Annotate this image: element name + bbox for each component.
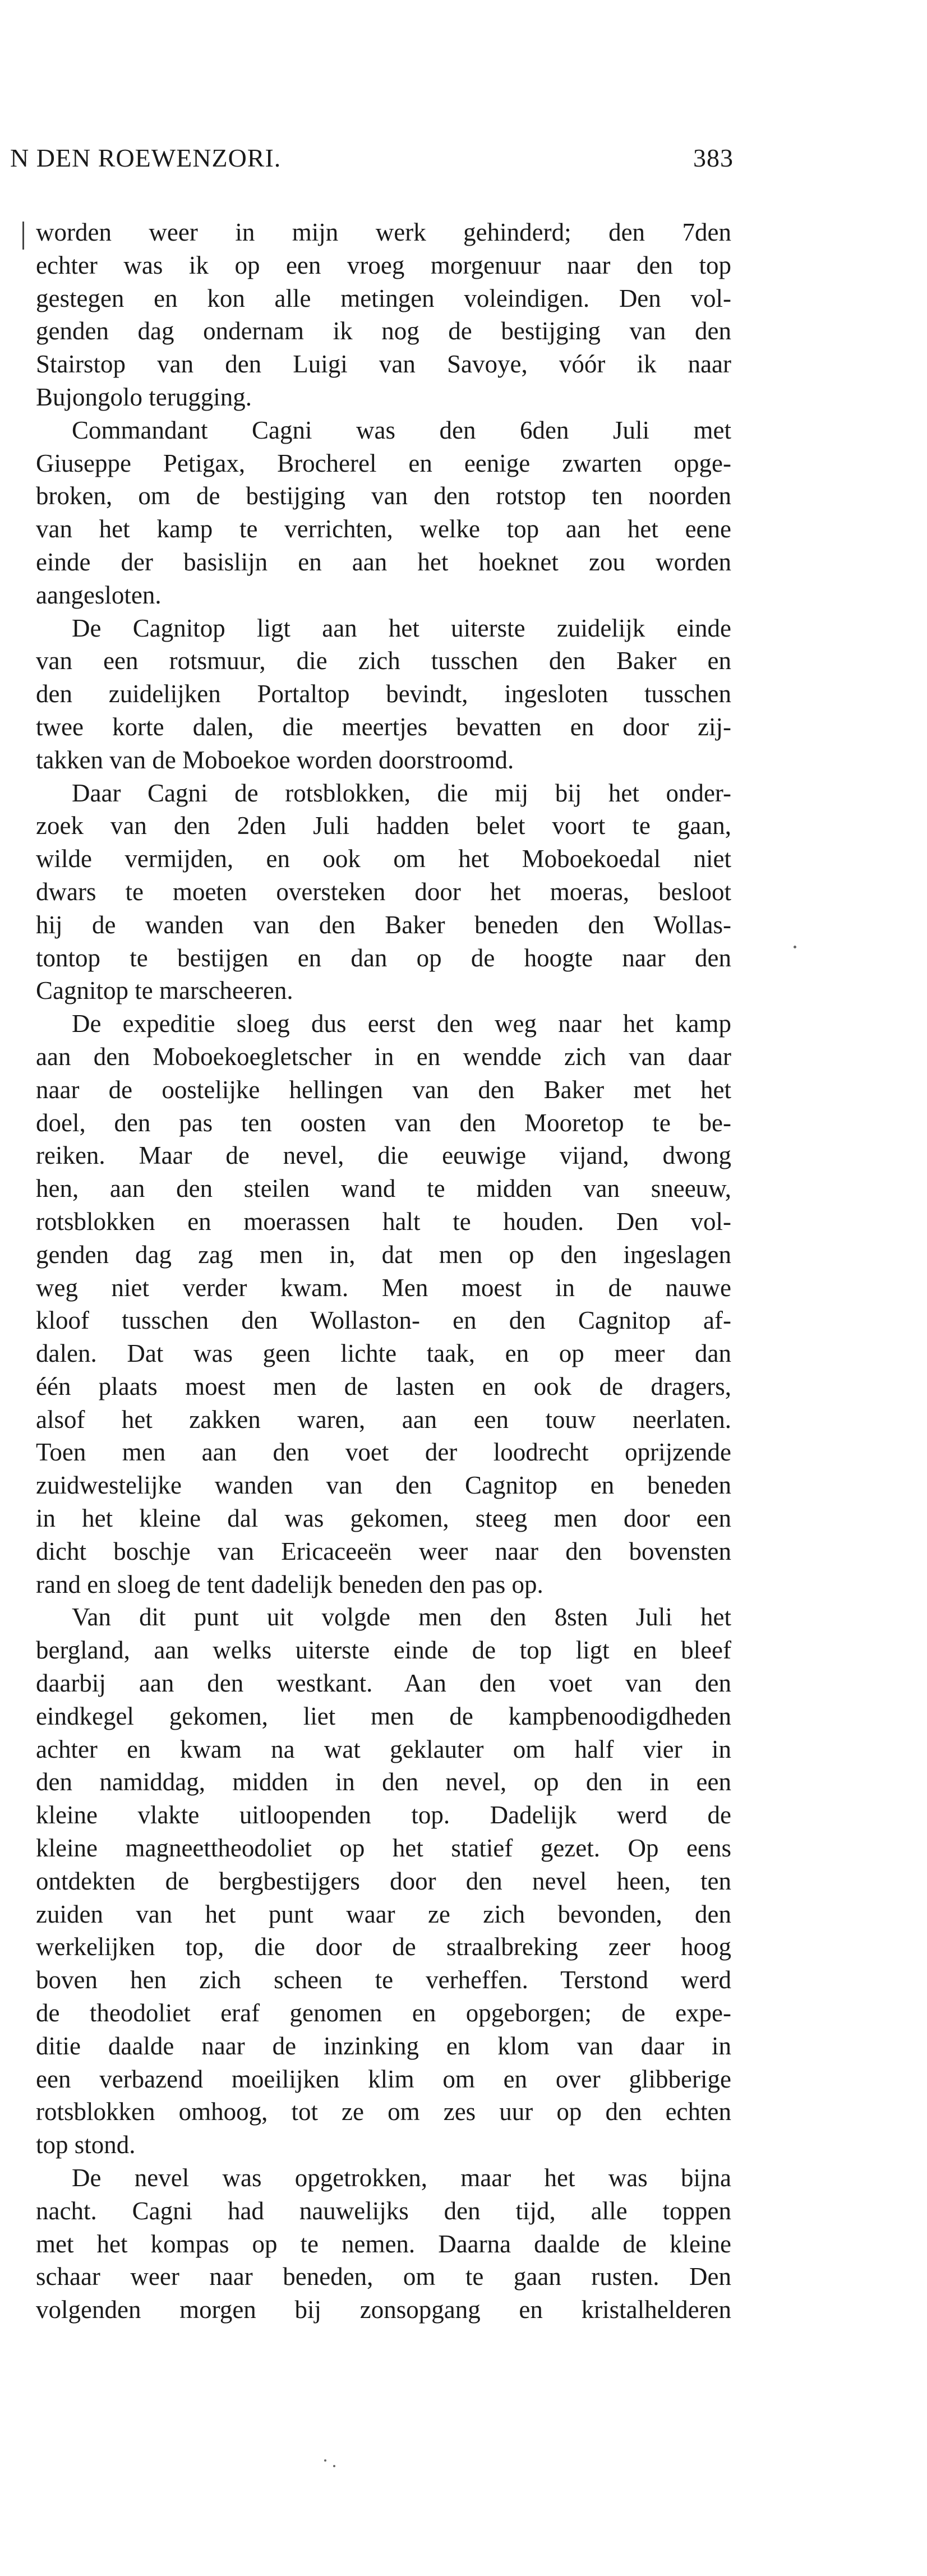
text-line: aan den Moboekoegletscher in en wendde zich van daar	[36, 1042, 731, 1071]
text-line: reiken. Maar de nevel, die eeuwige vijand, dwong	[36, 1141, 731, 1170]
text-line: takken van de Moboekoe worden doorstroomd.	[36, 745, 514, 774]
text-line: hen, aan den steilen wand te midden van sneeuw,	[36, 1174, 731, 1203]
text-line: de theodoliet eraf genomen en opgeborgen; de expe-	[36, 1999, 731, 2027]
text-line: weg niet verder kwam. Men moest in de nauwe	[36, 1273, 731, 1302]
text-line: einde der basislijn en aan het hoeknet zou worden	[36, 547, 731, 576]
text-line: alsof het zakken waren, aan een touw neerlaten.	[36, 1405, 731, 1434]
text-line: rotsblokken omhoog, tot ze om zes uur op den echten	[36, 2098, 731, 2126]
text-line: Bujongolo terugging.	[36, 383, 252, 411]
text-line: in het kleine dal was gekomen, steeg men door een	[36, 1504, 731, 1533]
text-line: twee korte dalen, die meertjes bevatten en door zij-	[36, 712, 731, 741]
text-line: zoek van den 2den Juli hadden belet voort te gaan,	[36, 812, 731, 840]
text-line: De Cagnitop ligt aan het uiterste zuidelijk einde	[72, 614, 731, 642]
text-line: aangesloten.	[36, 580, 162, 609]
ink-speck	[794, 946, 796, 948]
body-text	[36, 216, 731, 2326]
text-line: genden dag ondernam ik nog de bestijging van den	[36, 317, 731, 345]
text-line: boven hen zich scheen te verheffen. Terstond werd	[36, 1966, 731, 1994]
text-line: Stairstop van den Luigi van Savoye, vóór ik naar	[36, 350, 731, 379]
text-line: achter en kwam na wat geklauter om half vier in	[36, 1735, 731, 1763]
text-line: daarbij aan den westkant. Aan den voet van den	[36, 1669, 731, 1698]
text-line: Daar Cagni de rotsblokken, die mij bij het onder-	[72, 778, 731, 807]
text-line: wilde vermijden, en ook om het Moboekoedal niet	[36, 845, 731, 873]
text-line: De expeditie sloeg dus eerst den weg naar het kamp	[72, 1010, 731, 1038]
text-line: van een rotsmuur, die zich tusschen den Baker en	[36, 647, 731, 675]
running-header	[10, 143, 734, 177]
text-line: kleine magneettheodoliet op het statief gezet. Op eens	[36, 1834, 731, 1863]
text-line: genden dag zag men in, dat men op den ingeslagen	[36, 1240, 731, 1269]
text-line: ditie daalde naar de inzinking en klom van daar in	[36, 2031, 731, 2060]
page-number: 383	[693, 144, 734, 172]
margin-rule	[22, 222, 24, 250]
text-line: nacht. Cagni had nauwelijks den tijd, alle toppen	[36, 2196, 731, 2225]
text-line: volgenden morgen bij zonsopgang en kristalhelderen	[36, 2296, 731, 2324]
text-line: van het kamp te verrichten, welke top aan het eene	[36, 515, 731, 543]
text-line: De nevel was opgetrokken, maar het was bijna	[72, 2164, 731, 2192]
text-line: rand en sloeg de tent dadelijk beneden den pas op.	[36, 1570, 543, 1598]
text-line: doel, den pas ten oosten van den Mooretop te be-	[36, 1108, 731, 1137]
text-line: broken, om de bestijging van den rotstop ten noorden	[36, 482, 731, 510]
text-line: naar de oostelijke hellingen van den Baker met het	[36, 1075, 731, 1104]
text-line: werkelijken top, die door de straalbreking zeer hoog	[36, 1933, 731, 1961]
text-line: echter was ik op een vroeg morgenuur naar den top	[36, 251, 731, 279]
text-line: zuiden van het punt waar ze zich bevonden, den	[36, 1900, 731, 1928]
text-line: met het kompas op te nemen. Daarna daalde de kleine	[36, 2229, 731, 2258]
text-line: Toen men aan den voet der loodrecht oprijzende	[36, 1438, 731, 1467]
text-line: tontop te bestijgen en dan op de hoogte naar den	[36, 943, 731, 972]
text-line: bergland, aan welks uiterste einde de top ligt en bleef	[36, 1636, 731, 1665]
ink-speck	[333, 2465, 335, 2467]
text-line: dalen. Dat was geen lichte taak, en op meer dan	[36, 1339, 731, 1368]
text-line: schaar weer naar beneden, om te gaan rusten. Den	[36, 2262, 731, 2291]
text-line: den namiddag, midden in den nevel, op den in een	[36, 1768, 731, 1796]
text-line: kleine vlakte uitloopenden top. Dadelijk werd de	[36, 1801, 731, 1830]
text-line: gestegen en kon alle metingen voleindigen. Den vol-	[36, 284, 731, 312]
text-line: Commandant Cagni was den 6den Juli met	[72, 416, 731, 444]
text-line: één plaats moest men de lasten en ook de dragers,	[36, 1372, 731, 1400]
text-line: dwars te moeten oversteken door het moeras, besloot	[36, 877, 731, 906]
text-line: hij de wanden van den Baker beneden den Wollas-	[36, 910, 731, 939]
text-line: den zuidelijken Portaltop bevindt, ingesloten tusschen	[36, 680, 731, 708]
text-line: top stond.	[36, 2131, 136, 2159]
ink-speck	[324, 2459, 326, 2462]
text-line: kloof tusschen den Wollaston- en den Cagnitop af-	[36, 1306, 731, 1335]
text-line: Giuseppe Petigax, Brocherel en eenige zwarten opge-	[36, 449, 731, 477]
text-line: Van dit punt uit volgde men den 8sten Juli het	[72, 1603, 731, 1632]
text-line: eindkegel gekomen, liet men de kampbenoodigdheden	[36, 1702, 731, 1730]
text-line: een verbazend moeilijken klim om en over glibberige	[36, 2065, 731, 2093]
text-line: dicht boschje van Ericaceeën weer naar den bovensten	[36, 1537, 731, 1565]
text-line: Cagnitop te marscheeren.	[36, 976, 293, 1005]
running-title: N DEN ROEWENZORI.	[10, 144, 282, 172]
text-line: ontdekten de bergbestijgers door den nevel heen, ten	[36, 1867, 731, 1895]
text-line: rotsblokken en moerassen halt te houden. Den vol-	[36, 1207, 731, 1236]
text-line: worden weer in mijn werk gehinderd; den 7den	[36, 218, 731, 246]
text-line: zuidwestelijke wanden van den Cagnitop en beneden	[36, 1471, 731, 1500]
